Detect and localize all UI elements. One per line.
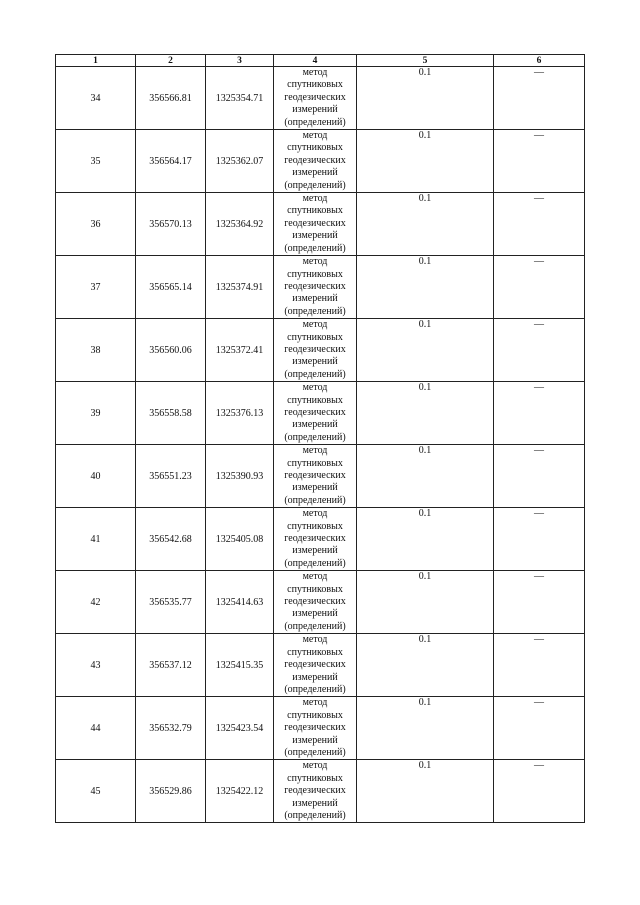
accuracy-value: 0.1 — [418, 508, 432, 520]
y-coordinate-cell: 1325364.92 — [206, 193, 274, 256]
accuracy-value: 0.1 — [418, 130, 432, 142]
method-line: метод — [302, 382, 328, 394]
note-value: — — [534, 256, 544, 268]
note-cell — [494, 634, 585, 697]
point-number-cell: 34 — [56, 67, 136, 130]
note-value: — — [534, 634, 544, 646]
x-coordinate-cell: 356565.14 — [136, 256, 206, 319]
table-row — [56, 634, 585, 697]
x-coordinate-cell: 356560.06 — [136, 319, 206, 382]
method-line: метод — [302, 760, 328, 772]
x-coordinate-cell: 356551.23 — [136, 445, 206, 508]
method-line: (определений) — [284, 431, 346, 443]
accuracy-cell — [357, 571, 494, 634]
accuracy-value: 0.1 — [418, 67, 432, 78]
point-number-cell: 35 — [56, 130, 136, 193]
method-line: метод — [302, 508, 328, 520]
note-value: — — [534, 445, 544, 457]
x-coordinate-cell: 356570.13 — [136, 193, 206, 256]
note-value: — — [534, 67, 544, 78]
point-number-cell: 44 — [56, 697, 136, 760]
method-line: геодезических — [284, 406, 346, 418]
accuracy-cell — [357, 193, 494, 256]
method-cell — [274, 319, 357, 382]
accuracy-cell — [357, 760, 494, 823]
method-line: измерений — [292, 230, 338, 242]
coordinates-table — [55, 54, 585, 823]
x-coordinate-cell: 356535.77 — [136, 571, 206, 634]
method-line: (определений) — [284, 746, 346, 758]
method-line: метод — [302, 319, 328, 331]
method-line: (определений) — [284, 179, 346, 191]
table-row — [56, 130, 585, 193]
method-line: метод — [302, 571, 328, 583]
note-cell — [494, 571, 585, 634]
accuracy-cell — [357, 508, 494, 571]
method-line: (определений) — [284, 494, 346, 506]
x-coordinate-cell: 356564.17 — [136, 130, 206, 193]
note-value: — — [534, 319, 544, 331]
header-col-1: 1 — [56, 55, 136, 67]
method-cell — [274, 67, 357, 130]
method-line: измерений — [292, 734, 338, 746]
accuracy-value: 0.1 — [418, 319, 432, 331]
x-coordinate-cell: 356558.58 — [136, 382, 206, 445]
method-line: (определений) — [284, 620, 346, 632]
note-value: — — [534, 760, 544, 772]
header-col-4: 4 — [274, 55, 357, 67]
y-coordinate-cell: 1325362.07 — [206, 130, 274, 193]
accuracy-cell — [357, 697, 494, 760]
method-line: геодезических — [284, 659, 346, 671]
method-line: измерений — [292, 419, 338, 431]
method-line: геодезических — [284, 280, 346, 292]
point-number-cell: 43 — [56, 634, 136, 697]
y-coordinate-cell: 1325423.54 — [206, 697, 274, 760]
method-line: геодезических — [284, 722, 346, 734]
note-cell — [494, 193, 585, 256]
accuracy-cell — [357, 634, 494, 697]
method-cell — [274, 130, 357, 193]
table-row — [56, 760, 585, 823]
accuracy-value: 0.1 — [418, 571, 432, 583]
method-line: спутниковых — [287, 142, 343, 154]
table-row — [56, 508, 585, 571]
method-line: измерений — [292, 608, 338, 620]
method-line: измерений — [292, 671, 338, 683]
accuracy-value: 0.1 — [418, 697, 432, 709]
method-line: метод — [302, 445, 328, 457]
y-coordinate-cell: 1325374.91 — [206, 256, 274, 319]
method-line: спутниковых — [287, 205, 343, 217]
method-line: метод — [302, 256, 328, 268]
note-cell — [494, 256, 585, 319]
method-line: спутниковых — [287, 772, 343, 784]
x-coordinate-cell: 356529.86 — [136, 760, 206, 823]
method-cell — [274, 697, 357, 760]
method-line: метод — [302, 634, 328, 646]
note-cell — [494, 697, 585, 760]
method-line: геодезических — [284, 533, 346, 545]
note-cell — [494, 67, 585, 130]
method-line: спутниковых — [287, 79, 343, 91]
accuracy-value: 0.1 — [418, 193, 432, 205]
y-coordinate-cell: 1325422.12 — [206, 760, 274, 823]
note-value: — — [534, 130, 544, 142]
note-value: — — [534, 508, 544, 520]
method-line: геодезических — [284, 154, 346, 166]
method-line: измерений — [292, 797, 338, 809]
y-coordinate-cell: 1325415.35 — [206, 634, 274, 697]
note-value: — — [534, 382, 544, 394]
table-row — [56, 67, 585, 130]
accuracy-cell — [357, 67, 494, 130]
point-number-cell: 38 — [56, 319, 136, 382]
method-cell — [274, 445, 357, 508]
method-line: геодезических — [284, 217, 346, 229]
method-cell — [274, 193, 357, 256]
table-row — [56, 571, 585, 634]
y-coordinate-cell: 1325376.13 — [206, 382, 274, 445]
note-cell — [494, 382, 585, 445]
accuracy-cell — [357, 382, 494, 445]
method-line: (определений) — [284, 305, 346, 317]
header-col-6: 6 — [494, 55, 585, 67]
note-value: — — [534, 193, 544, 205]
method-line: (определений) — [284, 242, 346, 254]
method-line: геодезических — [284, 785, 346, 797]
table-row — [56, 193, 585, 256]
method-line: спутниковых — [287, 331, 343, 343]
method-cell — [274, 760, 357, 823]
method-cell — [274, 634, 357, 697]
accuracy-value: 0.1 — [418, 634, 432, 646]
accuracy-value: 0.1 — [418, 256, 432, 268]
method-line: (определений) — [284, 557, 346, 569]
point-number-cell: 36 — [56, 193, 136, 256]
method-line: спутниковых — [287, 268, 343, 280]
method-line: метод — [302, 193, 328, 205]
method-line: спутниковых — [287, 583, 343, 595]
method-line: метод — [302, 697, 328, 709]
method-line: геодезических — [284, 470, 346, 481]
table-row — [56, 445, 585, 508]
point-number-cell: 37 — [56, 256, 136, 319]
point-number-cell: 45 — [56, 760, 136, 823]
header-col-2: 2 — [136, 55, 206, 67]
accuracy-cell — [357, 130, 494, 193]
method-line: (определений) — [284, 368, 346, 380]
note-cell — [494, 319, 585, 382]
accuracy-value: 0.1 — [418, 760, 432, 772]
table-row — [56, 319, 585, 382]
method-line: геодезических — [284, 596, 346, 608]
x-coordinate-cell: 356542.68 — [136, 508, 206, 571]
point-number-cell: 41 — [56, 508, 136, 571]
method-line: спутниковых — [287, 646, 343, 658]
accuracy-cell — [357, 256, 494, 319]
note-value: — — [534, 571, 544, 583]
method-cell — [274, 382, 357, 445]
note-cell — [494, 508, 585, 571]
table-row — [56, 382, 585, 445]
method-cell — [274, 256, 357, 319]
accuracy-value: 0.1 — [418, 382, 432, 394]
x-coordinate-cell: 356532.79 — [136, 697, 206, 760]
point-number-cell: 40 — [56, 445, 136, 508]
method-line: спутниковых — [287, 394, 343, 406]
method-line: спутниковых — [287, 457, 343, 469]
accuracy-cell — [357, 445, 494, 508]
header-col-5: 5 — [357, 55, 494, 67]
method-line: измерений — [292, 293, 338, 305]
note-cell — [494, 760, 585, 823]
method-line: измерений — [292, 167, 338, 179]
x-coordinate-cell: 356537.12 — [136, 634, 206, 697]
note-cell — [494, 445, 585, 508]
method-line: метод — [302, 130, 328, 142]
method-line: измерений — [292, 356, 338, 368]
note-value: — — [534, 697, 544, 709]
method-line: спутниковых — [287, 709, 343, 721]
accuracy-cell — [357, 319, 494, 382]
table-header-row — [56, 55, 585, 67]
method-line: измерений — [292, 482, 338, 494]
table-row — [56, 697, 585, 760]
method-line: геодезических — [284, 91, 346, 103]
point-number-cell: 39 — [56, 382, 136, 445]
method-line: геодезических — [284, 343, 346, 355]
note-cell — [494, 130, 585, 193]
accuracy-value: 0.1 — [418, 445, 432, 457]
table-row — [56, 256, 585, 319]
method-line: измерений — [292, 104, 338, 116]
y-coordinate-cell: 1325390.93 — [206, 445, 274, 508]
method-cell — [274, 571, 357, 634]
method-line: (определений) — [284, 809, 346, 821]
method-line: измерений — [292, 545, 338, 557]
y-coordinate-cell: 1325354.71 — [206, 67, 274, 130]
method-line: метод — [302, 67, 328, 78]
method-line: спутниковых — [287, 520, 343, 532]
method-line: (определений) — [284, 683, 346, 695]
y-coordinate-cell: 1325414.63 — [206, 571, 274, 634]
x-coordinate-cell: 356566.81 — [136, 67, 206, 130]
point-number-cell: 42 — [56, 571, 136, 634]
header-col-3: 3 — [206, 55, 274, 67]
y-coordinate-cell: 1325372.41 — [206, 319, 274, 382]
method-cell — [274, 508, 357, 571]
y-coordinate-cell: 1325405.08 — [206, 508, 274, 571]
method-line: (определений) — [284, 116, 346, 128]
